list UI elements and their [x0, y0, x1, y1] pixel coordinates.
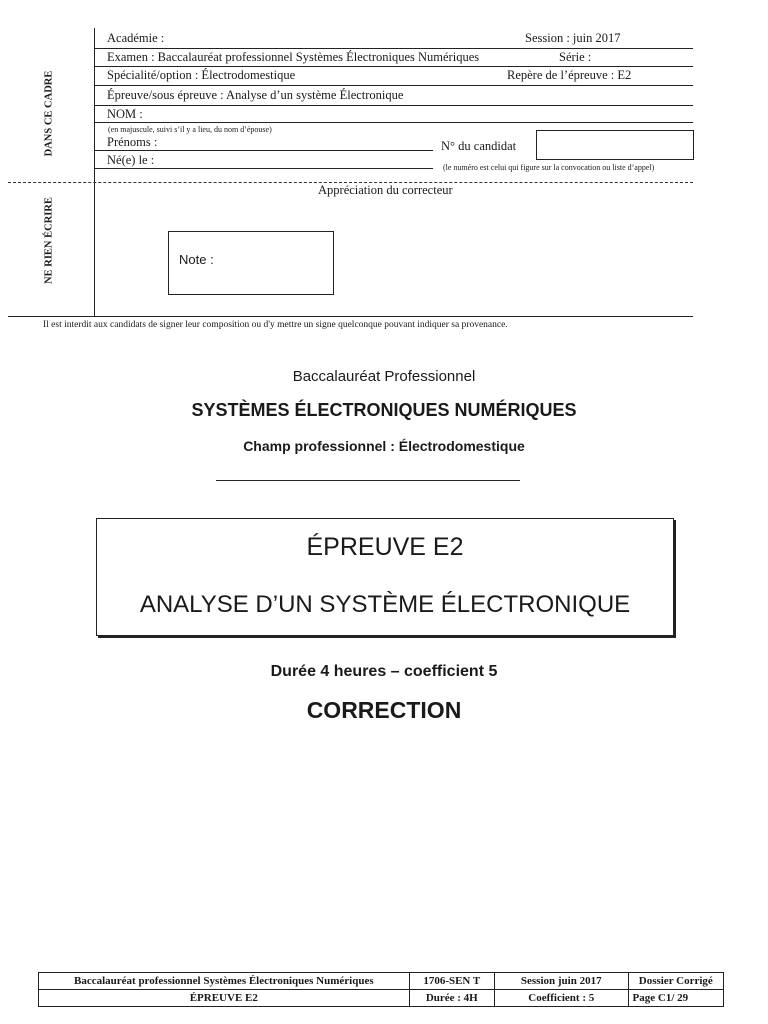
candidat-number-box[interactable]: [536, 130, 694, 160]
candidat-label: N° du candidat: [441, 139, 517, 153]
epreuve-label: Épreuve/sous épreuve : Analyse d’un système Électronique: [107, 88, 404, 102]
table-row: [39, 990, 724, 1007]
footer-coefficient: Coefficient : 5: [494, 990, 628, 1007]
nele-line: [95, 168, 433, 169]
footer-code: 1706-SEN T: [409, 973, 494, 990]
row-divider: [95, 66, 693, 67]
row-divider: [95, 105, 693, 106]
footer-duree: Durée : 4H: [409, 990, 494, 1007]
academie-label: Académie :: [107, 31, 165, 45]
champ-title: Champ professionnel : Électrodomestique: [243, 438, 525, 454]
duree-label: Durée 4 heures – coefficient 5: [270, 663, 498, 680]
row-divider: [95, 85, 693, 86]
cartouche-left-border: [94, 28, 95, 316]
repere-label: Repère de l’épreuve : E2: [507, 68, 632, 82]
epreuve-subtitle: ANALYSE D’UN SYSTÈME ÉLECTRONIQUE: [139, 591, 631, 618]
prenoms-line: [95, 150, 433, 151]
serie-label: Série :: [559, 50, 592, 64]
nele-label: Né(e) le :: [107, 153, 155, 167]
footer-table: [38, 972, 724, 1007]
session-label: Session : juin 2017: [525, 31, 621, 45]
separator-line: [216, 480, 520, 481]
footer-session: Session juin 2017: [494, 973, 628, 990]
footer-dossier: Dossier Corrigé: [628, 973, 723, 990]
correction-label: CORRECTION: [306, 697, 462, 723]
note-box[interactable]: [168, 231, 334, 295]
cartouche-bottom-border: [8, 316, 693, 317]
nom-label: NOM :: [107, 107, 143, 121]
prenoms-label: Prénoms :: [107, 135, 158, 149]
candidat-hint: (le numéro est celui qui figure sur la convocation ou liste d’appel): [443, 163, 655, 172]
footer-page: Page C1/ 29: [628, 990, 723, 1007]
specialite-label: Spécialité/option : Électrodomestique: [107, 68, 296, 82]
note-label: Note :: [179, 252, 214, 267]
interdit-notice: Il est interdit aux candidats de signer leur composition ou d'y mettre un signe quelconque pouvant indiquer sa provenance.: [43, 320, 508, 330]
appreciation-label: Appréciation du correcteur: [318, 183, 453, 197]
sen-title: SYSTÈMES ÉLECTRONIQUES NUMÉRIQUES: [191, 400, 577, 420]
side-label-bottom: NE RIEN ÉCRIRE: [43, 197, 55, 284]
row-divider: [95, 122, 693, 123]
epreuve-title: ÉPREUVE E2: [306, 533, 464, 561]
table-row: [39, 973, 724, 990]
side-label-top: DANS CE CADRE: [43, 70, 55, 157]
examen-label: Examen : Baccalauréat professionnel Systèmes Électroniques Numériques: [107, 50, 480, 64]
row-divider: [95, 48, 693, 49]
footer-diploma: Baccalauréat professionnel Systèmes Électroniques Numériques: [39, 973, 410, 990]
epreuve-box: [96, 518, 674, 636]
nom-hint: (en majuscule, suivi s’il y a lieu, du nom d’épouse): [108, 125, 272, 134]
bac-title: Baccalauréat Professionnel: [292, 368, 476, 385]
footer-epreuve: ÉPREUVE E2: [39, 990, 410, 1007]
